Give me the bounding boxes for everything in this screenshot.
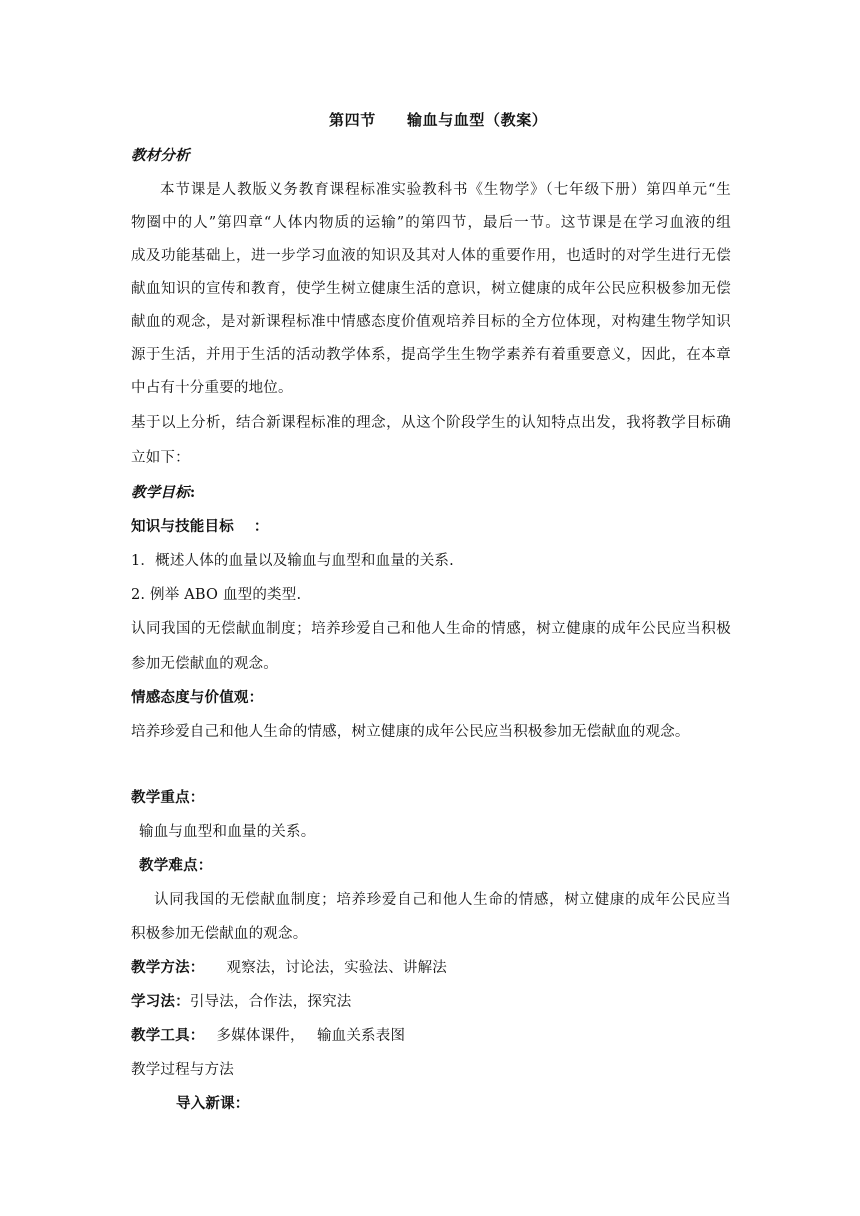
teaching-goals-label: 教学目标 <box>131 484 190 501</box>
page-title: 第四节 输血与血型（教案） <box>329 111 548 129</box>
learning-method-label: 学习法： <box>131 993 190 1010</box>
intro-heading: 导入新课： <box>176 1095 250 1112</box>
emotion-goal-heading: 情感态度与价值观： <box>131 689 264 706</box>
teaching-method-value: 观察法，讨论法，实验法、讲解法 <box>226 960 447 976</box>
analysis-line: 源于生活，并用于生活的活动教学体系，提高学生生物学素养有着重要意义，因此，在本章 <box>131 347 731 363</box>
learning-method-row <box>131 992 352 1012</box>
analysis-line: 物圈中的人”第四章“人体内物质的运输”的第四节，最后一节。这节课是在学习血液的组 <box>131 215 731 231</box>
analysis-line: 献血的观念，是对新课程标准中情感态度价值观培养目标的全方位体现，对构建生物学知识 <box>131 314 731 330</box>
goal-item: 认同我国的无偿献血制度；培养珍爱自己和他人生命的情感，树立健康的成年公民应当积极 <box>131 621 731 637</box>
knowledge-goal-heading: 知识与技能目标 ： <box>131 518 269 535</box>
teaching-goals-colon: : <box>189 484 196 501</box>
goal-item: 2. 例举 ABO 血型的类型. <box>131 587 302 603</box>
teaching-method-row <box>131 958 447 978</box>
analysis-line: 献血知识的宣传和教育，使学生树立健康生活的意识，树立健康的成年公民应积极参加无偿 <box>131 281 731 297</box>
teaching-tools-row <box>131 1026 405 1046</box>
difficulty-line: 积极参加无偿献血的观念。 <box>131 926 308 942</box>
teaching-tools-label: 教学工具： <box>131 1027 205 1044</box>
difficulty-heading: 教学难点： <box>139 857 213 874</box>
key-point-heading: 教学重点： <box>131 789 205 806</box>
analysis-line: 中占有十分重要的地位。 <box>131 380 293 396</box>
goal-item: 参加无偿献血的观念。 <box>131 656 278 672</box>
section-heading-teaching-goals <box>131 483 195 503</box>
process-heading: 教学过程与方法 <box>131 1062 234 1078</box>
emotion-goal-text: 培养珍爱自己和他人生命的情感，树立健康的成年公民应当积极参加无偿献血的观念。 <box>131 724 690 740</box>
analysis-line: 成及功能基础上，进一步学习血液的知识及其对人体的重要作用，也适时的对学生进行无偿 <box>131 248 731 264</box>
analysis-line: 基于以上分析，结合新课程标准的理念，从这个阶段学生的认知特点出发，我将教学目标确 <box>131 415 731 431</box>
section-heading-textbook-analysis: 教材分析 <box>131 147 190 164</box>
difficulty-line: 认同我国的无偿献血制度；培养珍爱自己和他人生命的情感，树立健康的成年公民应当 <box>154 892 731 908</box>
learning-method-value: 引导法，合作法，探究法 <box>189 994 352 1010</box>
analysis-line: 本节课是人教版义务教育课程标准实验教科书《生物学》（七年级下册）第四单元“生 <box>160 182 731 198</box>
teaching-tools-value: 多媒体课件， 输血关系表图 <box>216 1028 406 1044</box>
goal-item: 1．概述人体的血量以及输血与血型和血量的关系. <box>131 553 454 569</box>
teaching-method-label: 教学方法： <box>131 959 205 976</box>
key-point-text: 输血与血型和血量的关系。 <box>139 824 316 840</box>
analysis-line: 立如下： <box>131 450 190 466</box>
